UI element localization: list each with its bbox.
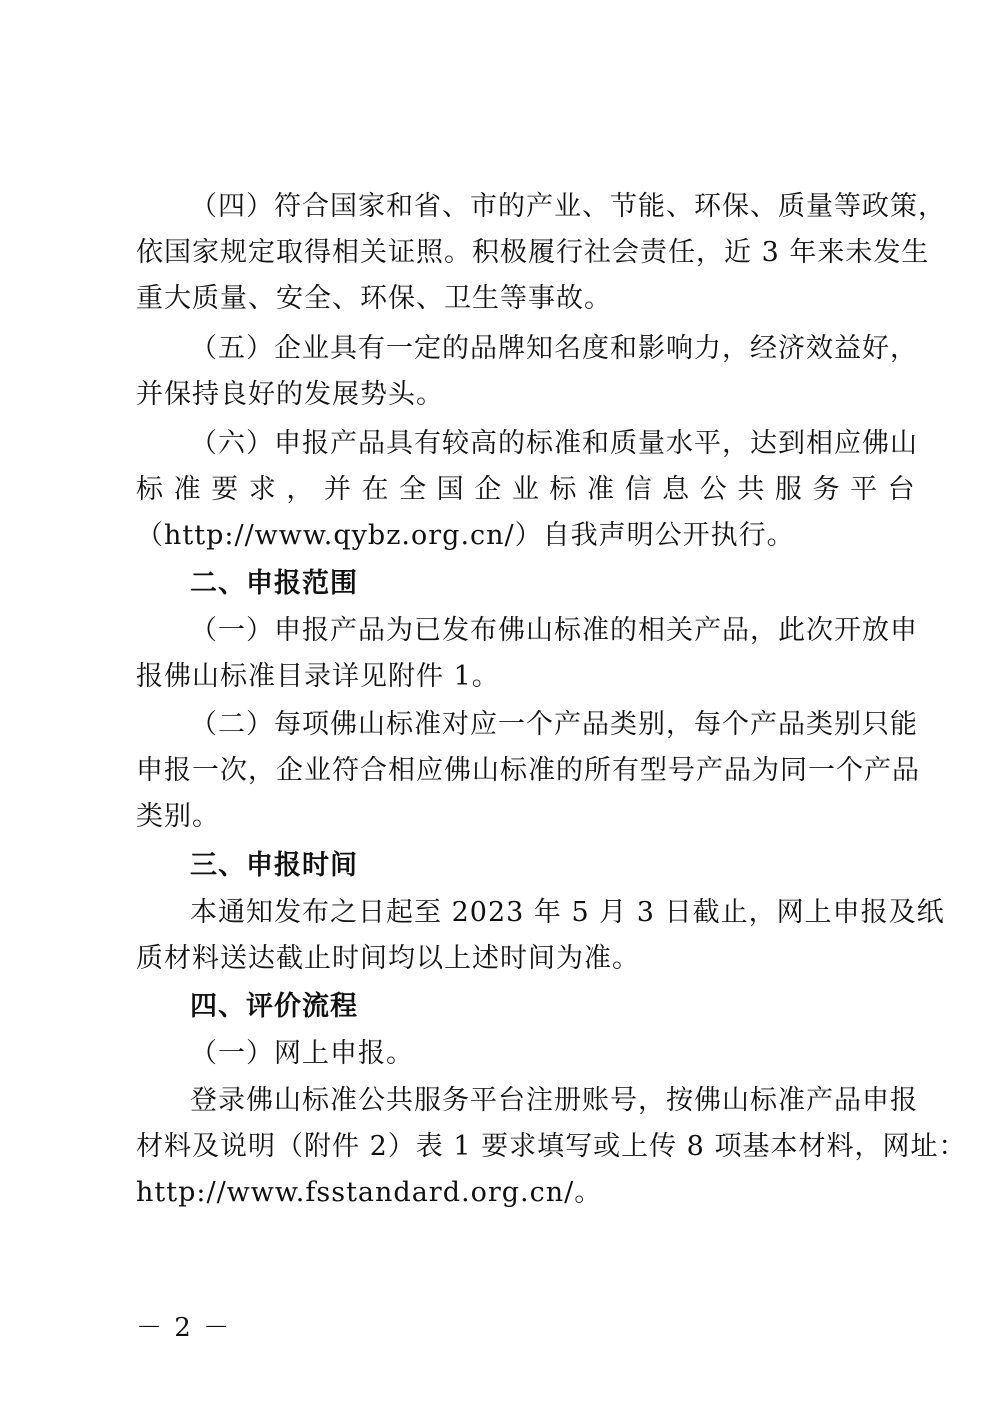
paragraph-line: 重大质量、安全、环保、卫生等事故。: [136, 283, 612, 314]
paragraph-line: http://www.fsstandard.org.cn/。: [136, 1177, 603, 1208]
paragraph-line: 标 准 要 求 ， 并 在 全 国 企 业 标 准 信 息 公 共 服 务 平 台: [136, 474, 916, 505]
paragraph-line: 申报一次，企业符合相应佛山标准的所有型号产品为同一个产品: [136, 755, 920, 786]
paragraph-line: 依国家规定取得相关证照。积极履行社会责任，近 3 年来未发生: [136, 237, 930, 268]
paragraph-line: （四）符合国家和省、市的产业、节能、环保、质量等政策，: [190, 191, 946, 222]
paragraph-line: （http://www.qybz.org.cn/）自我声明公开执行。: [136, 520, 795, 551]
paragraph-line: 本通知发布之日起至 2023 年 5 月 3 日截止，网上申报及纸: [190, 897, 945, 928]
page-number: － 2 －: [136, 1313, 232, 1343]
paragraph-line: 报佛山标准目录详见附件 1。: [136, 661, 500, 692]
paragraph-line: （二）每项佛山标准对应一个产品类别，每个产品类别只能: [190, 709, 918, 740]
paragraph-line: （一）网上申报。: [190, 1038, 414, 1069]
paragraph-line: 质材料送达截止时间均以上述时间为准。: [136, 943, 640, 974]
paragraph-line: 材料及说明（附件 2）表 1 要求填写或上传 8 项基本材料，网址：: [136, 1131, 967, 1162]
section-heading-process: 四、评价流程: [190, 991, 358, 1022]
paragraph-line: （六）申报产品具有较高的标准和质量水平，达到相应佛山: [190, 428, 918, 459]
paragraph-line: （一）申报产品为已发布佛山标准的相关产品，此次开放申: [190, 615, 918, 646]
section-heading-scope: 二、申报范围: [190, 568, 358, 599]
section-heading-time: 三、申报时间: [190, 850, 358, 881]
paragraph-line: 并保持良好的发展势头。: [136, 379, 444, 410]
paragraph-line: （五）企业具有一定的品牌知名度和影响力，经济效益好，: [190, 333, 918, 364]
paragraph-line: 类别。: [136, 801, 220, 832]
paragraph-line: 登录佛山标准公共服务平台注册账号，按佛山标准产品申报: [190, 1085, 918, 1116]
